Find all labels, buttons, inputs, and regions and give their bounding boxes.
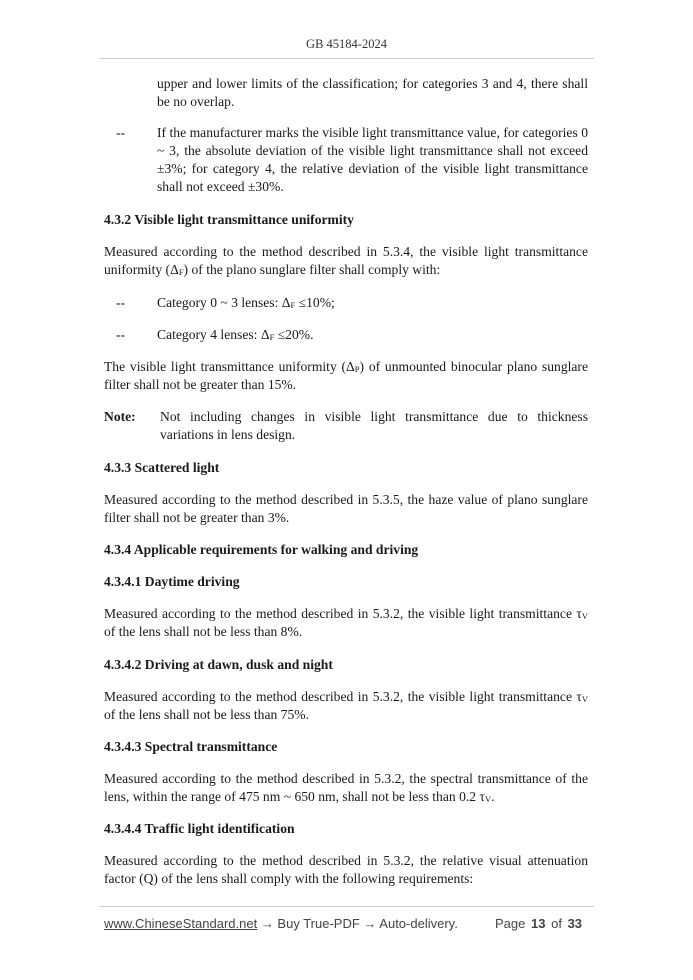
subscript: V	[484, 794, 492, 804]
page-label: Page	[495, 916, 526, 931]
subscript: V	[581, 694, 588, 704]
text-run: The visible light transmittance uniformity (Δ	[104, 359, 355, 374]
subscript: F	[269, 332, 275, 342]
paragraph	[104, 358, 588, 394]
list-item-text	[157, 124, 588, 196]
footer-rule	[99, 906, 594, 907]
document-id-header: GB 45184-2024	[306, 37, 387, 51]
note-text	[160, 408, 588, 444]
paragraph	[104, 688, 588, 724]
text-run: 4.3.4.4 Traffic light identification	[104, 821, 295, 836]
text-run: Measured according to the method described in 5.3.4, the visible light transmittance uniformity (Δ	[104, 244, 588, 277]
list-item-text	[157, 294, 588, 312]
footer-promo-text: → Buy True-PDF → Auto-delivery.	[257, 916, 458, 931]
text-run: If the manufacturer marks the visible light transmittance value, for categories 0 ~ 3, the absolute deviation of the visible light transmittance shall not exceed ±3%; for category 4, the relative deviation of the visible light transmittance shall not exceed ±30%.	[157, 125, 588, 194]
subscript: F	[178, 267, 184, 277]
section-heading	[104, 573, 588, 591]
list-dash-marker: --	[116, 327, 126, 342]
subscript: P	[354, 364, 360, 374]
note-label: Note:	[104, 409, 136, 424]
section-heading	[104, 459, 588, 477]
header-rule	[99, 58, 594, 59]
text-run: Measured according to the method described in 5.3.2, the relative visual attenuation factor (Q) of the lens shall comply with the following requirements:	[104, 853, 588, 886]
paragraph	[157, 75, 588, 111]
of-label: of	[551, 916, 562, 931]
text-run: 4.3.2 Visible light transmittance uniformity	[104, 212, 354, 227]
text-run: Category 4 lenses: Δ	[157, 327, 270, 342]
page-number	[495, 915, 582, 933]
chinesestandard-link[interactable]: www.ChineseStandard.net	[104, 916, 258, 931]
text-run: Measured according to the method described in 5.3.2, the visible light transmittance τ	[104, 689, 582, 704]
text-run: 4.3.4.2 Driving at dawn, dusk and night	[104, 657, 333, 672]
total-pages: 33	[567, 916, 583, 931]
current-page: 13	[531, 916, 546, 931]
footer-promo	[104, 915, 458, 933]
text-run: Measured according to the method described in 5.3.5, the haze value of plano sunglare filter shall not be greater than 3%.	[104, 492, 588, 525]
text-run: ) of unmounted binocular plano sunglare filter shall not be greater than 15%.	[104, 359, 588, 392]
text-run: 4.3.4 Applicable requirements for walking and driving	[104, 542, 419, 557]
text-run: 4.3.3 Scattered light	[104, 460, 220, 475]
text-run: ≤20%.	[274, 327, 314, 342]
text-run: Measured according to the method described in 5.3.2, the visible light transmittance τ	[104, 606, 582, 621]
paragraph	[104, 243, 588, 279]
text-run: 4.3.4.1 Daytime driving	[104, 574, 240, 589]
text-run: upper and lower limits of the classification; for categories 3 and 4, there shall be no overlap.	[157, 76, 588, 109]
paragraph	[104, 491, 588, 527]
text-run: Category 0 ~ 3 lenses: Δ	[157, 295, 291, 310]
paragraph	[104, 770, 588, 806]
text-run: Not including changes in visible light transmittance due to thickness variations in lens design.	[160, 409, 588, 442]
text-run: of the lens shall not be less than 8%.	[104, 624, 303, 639]
paragraph	[104, 852, 588, 888]
text-run: 4.3.4.3 Spectral transmittance	[104, 739, 278, 754]
list-dash-marker: --	[116, 125, 126, 140]
section-heading	[104, 820, 588, 838]
section-heading	[104, 738, 588, 756]
list-item-text	[157, 326, 588, 344]
subscript: F	[290, 300, 296, 310]
section-heading	[104, 211, 588, 229]
subscript: V	[581, 611, 588, 621]
list-dash-marker: --	[116, 295, 126, 310]
section-heading	[104, 656, 588, 674]
paragraph	[104, 605, 588, 641]
text-run: ≤10%;	[295, 295, 335, 310]
text-run: Measured according to the method described in 5.3.2, the spectral transmittance of the lens, within the range of 475 nm ~ 650 nm, shall not be less than 0.2 τ	[104, 771, 588, 804]
text-run: ) of the plano sunglare filter shall comply with:	[183, 262, 441, 277]
section-heading	[104, 541, 588, 559]
text-run: .	[491, 789, 495, 804]
text-run: of the lens shall not be less than 75%.	[104, 707, 310, 722]
